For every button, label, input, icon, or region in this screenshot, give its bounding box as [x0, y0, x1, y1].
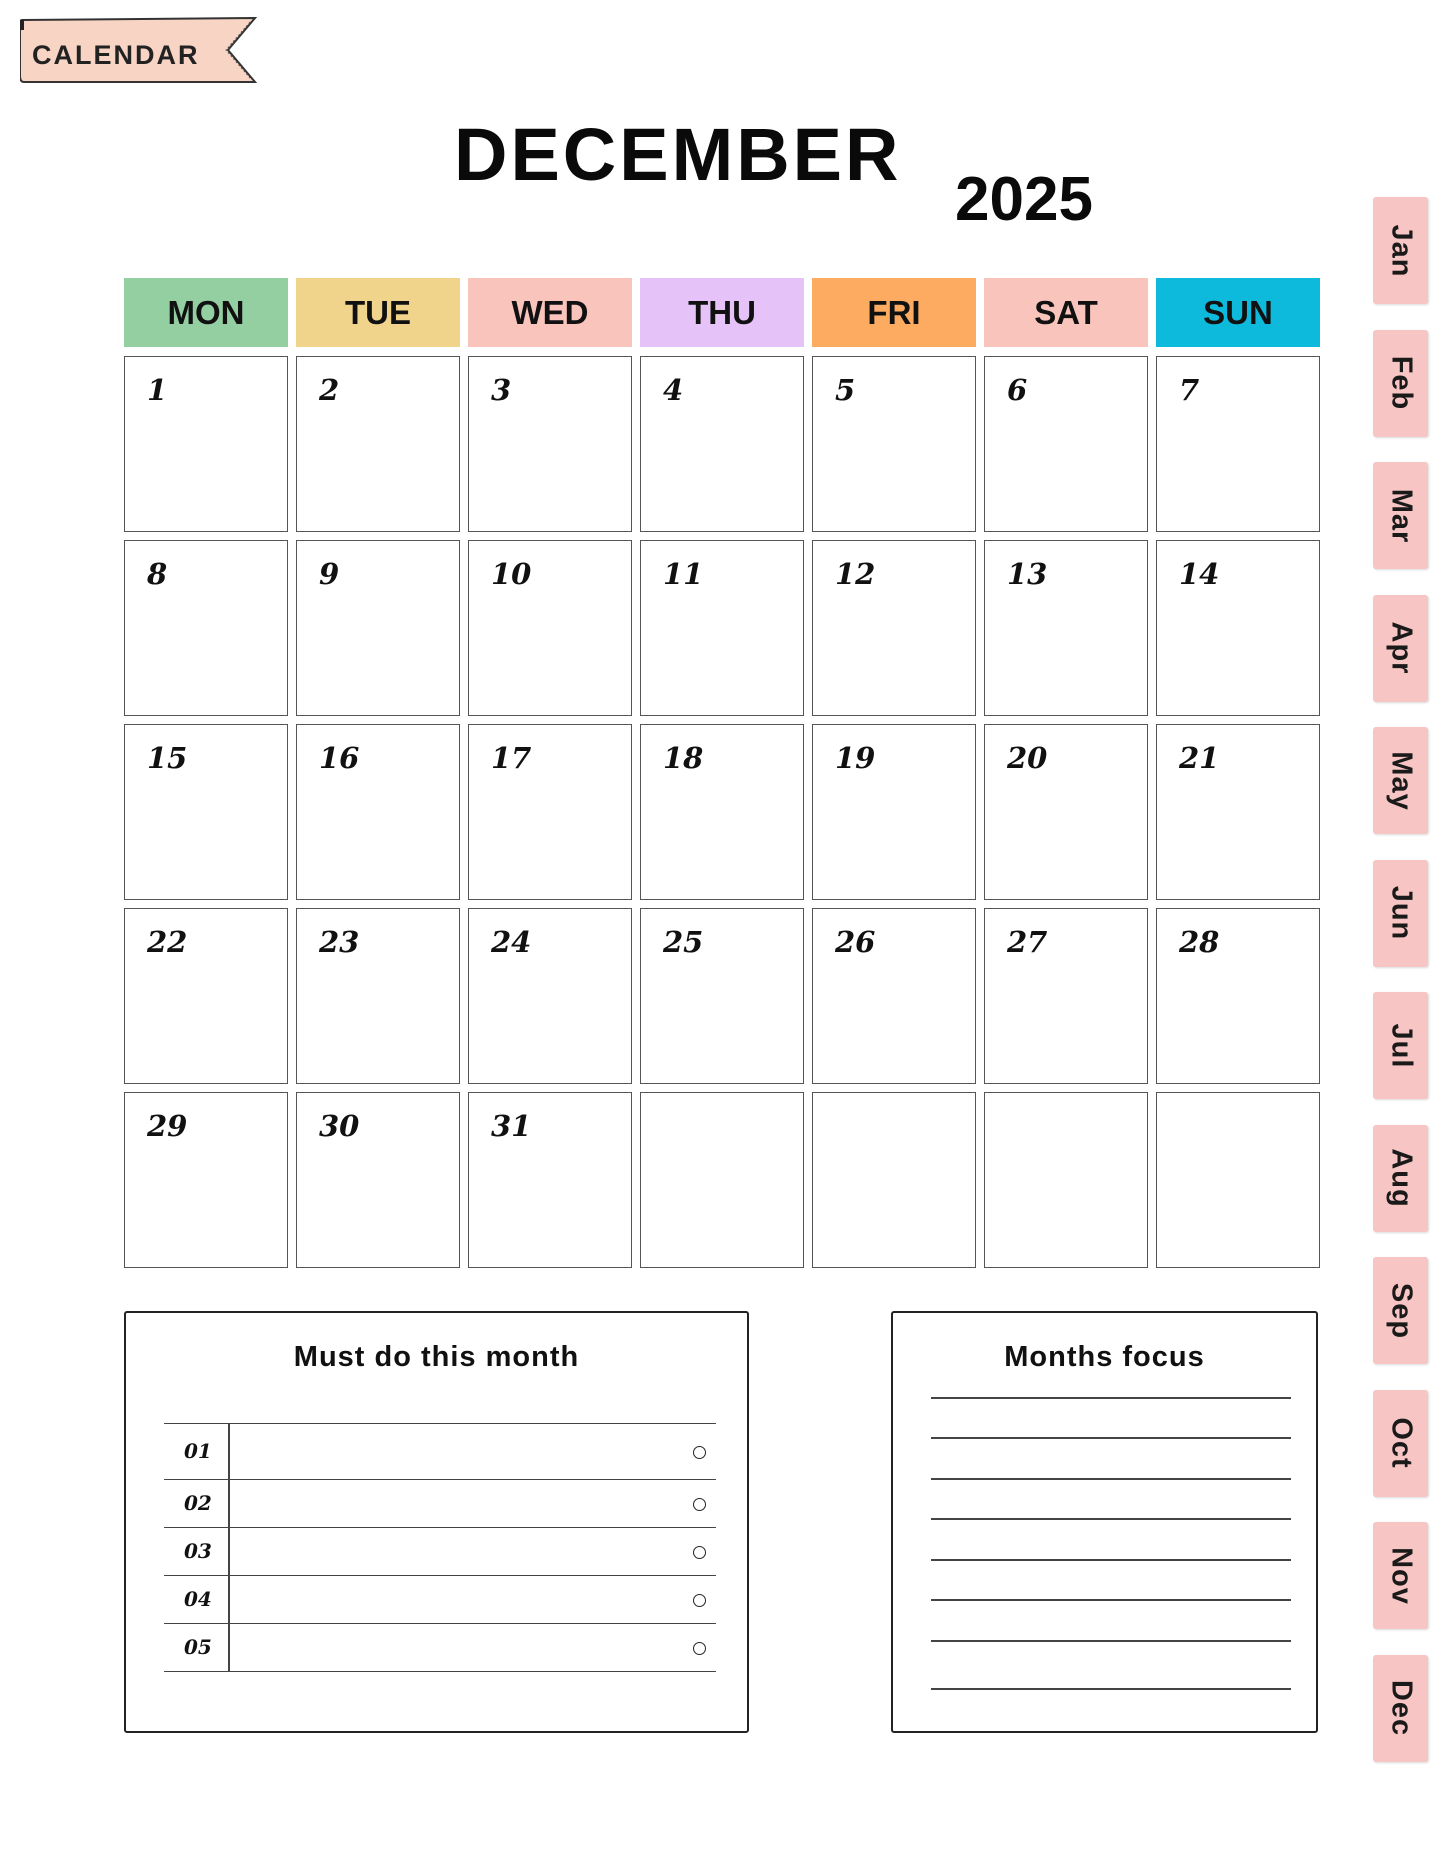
focus-writing-line[interactable] [931, 1688, 1291, 1690]
day-number: 31 [491, 1109, 532, 1143]
must-do-title: Must do this month [293, 1341, 580, 1373]
month-tab-label: Oct [1385, 1417, 1417, 1469]
day-cell[interactable] [984, 356, 1148, 532]
focus-writing-line[interactable] [931, 1397, 1291, 1399]
day-cell[interactable] [984, 724, 1148, 900]
month-tab-mar[interactable] [1373, 462, 1428, 569]
task-number: 02 [184, 1491, 212, 1515]
task-divider [228, 1528, 230, 1576]
focus-writing-line[interactable] [931, 1437, 1291, 1439]
task-number: 01 [184, 1439, 212, 1463]
task-divider [228, 1424, 230, 1480]
month-tab-aug[interactable] [1373, 1125, 1428, 1232]
day-number: 24 [491, 925, 532, 959]
task-bottom-line [164, 1671, 716, 1672]
month-tab-label: Dec [1385, 1679, 1417, 1737]
day-number: 3 [491, 373, 512, 407]
focus-writing-line[interactable] [931, 1478, 1291, 1480]
day-number: 7 [1179, 373, 1200, 407]
day-number: 18 [663, 741, 704, 775]
task-divider [228, 1480, 230, 1528]
day-cell[interactable] [1156, 356, 1320, 532]
month-title: DECEMBER [454, 113, 902, 196]
day-number: 17 [491, 741, 532, 775]
day-cell[interactable] [1156, 724, 1320, 900]
day-cell[interactable] [296, 1092, 460, 1268]
day-cell[interactable] [812, 540, 976, 716]
month-tab-label: Aug [1385, 1148, 1417, 1208]
month-tab-label: Jan [1385, 224, 1417, 277]
task-number: 05 [184, 1635, 212, 1659]
focus-writing-line[interactable] [931, 1599, 1291, 1601]
day-cell[interactable] [640, 356, 804, 532]
day-cell[interactable] [124, 908, 288, 1084]
day-number: 19 [835, 741, 876, 775]
day-number: 27 [1007, 925, 1048, 959]
month-tab-label: Jul [1385, 1023, 1417, 1068]
focus-writing-line[interactable] [931, 1640, 1291, 1642]
day-cell[interactable] [468, 908, 632, 1084]
task-divider [228, 1576, 230, 1624]
task-checkbox[interactable] [693, 1546, 706, 1559]
months-focus-title: Months focus [1004, 1341, 1205, 1373]
task-checkbox[interactable] [693, 1446, 706, 1459]
task-number: 04 [184, 1587, 212, 1611]
month-tab-label: Nov [1385, 1546, 1417, 1605]
day-cell[interactable] [640, 1092, 804, 1268]
day-cell[interactable] [296, 908, 460, 1084]
day-cell[interactable] [984, 1092, 1148, 1268]
day-cell[interactable] [1156, 1092, 1320, 1268]
day-cell[interactable] [296, 356, 460, 532]
task-divider [228, 1624, 230, 1672]
month-tab-label: Mar [1385, 488, 1417, 543]
day-number: 15 [147, 741, 188, 775]
day-number: 20 [1007, 741, 1048, 775]
day-number: 29 [147, 1109, 188, 1143]
day-number: 10 [491, 557, 532, 591]
day-cell[interactable] [1156, 540, 1320, 716]
day-cell[interactable] [296, 540, 460, 716]
weekday-header-wed: WED [468, 278, 632, 347]
month-tab-jun[interactable] [1373, 860, 1428, 967]
month-tab-label: Apr [1385, 621, 1417, 675]
day-cell[interactable] [812, 724, 976, 900]
day-cell[interactable] [812, 1092, 976, 1268]
month-tab-sep[interactable] [1373, 1257, 1428, 1364]
task-row[interactable] [164, 1623, 716, 1672]
day-cell[interactable] [984, 908, 1148, 1084]
day-cell[interactable] [640, 908, 804, 1084]
month-tab-dec[interactable] [1373, 1655, 1428, 1762]
weekday-header-sat: SAT [984, 278, 1148, 347]
weekday-header-thu: THU [640, 278, 804, 347]
day-number: 2 [319, 373, 340, 407]
task-checkbox[interactable] [693, 1498, 706, 1511]
day-cell[interactable] [1156, 908, 1320, 1084]
day-cell[interactable] [640, 540, 804, 716]
weekday-header-fri: FRI [812, 278, 976, 347]
weekday-header-mon: MON [124, 278, 288, 347]
day-cell[interactable] [468, 724, 632, 900]
day-number: 6 [1007, 373, 1028, 407]
day-number: 12 [835, 557, 876, 591]
day-number: 1 [147, 373, 168, 407]
day-cell[interactable] [468, 1092, 632, 1268]
task-row[interactable] [164, 1527, 716, 1576]
task-row[interactable] [164, 1479, 716, 1528]
day-cell[interactable] [468, 356, 632, 532]
must-do-panel [124, 1311, 749, 1733]
day-number: 11 [663, 557, 704, 591]
calendar-banner [20, 16, 272, 84]
month-tab-jan[interactable] [1373, 197, 1428, 304]
day-cell[interactable] [124, 356, 288, 532]
task-number: 03 [184, 1539, 212, 1563]
month-tab-nov[interactable] [1373, 1522, 1428, 1629]
day-cell[interactable] [984, 540, 1148, 716]
day-cell[interactable] [124, 540, 288, 716]
month-tab-label: May [1385, 750, 1417, 811]
day-cell[interactable] [640, 724, 804, 900]
day-cell[interactable] [812, 356, 976, 532]
month-tab-apr[interactable] [1373, 595, 1428, 702]
focus-writing-line[interactable] [931, 1559, 1291, 1561]
month-tab-oct[interactable] [1373, 1390, 1428, 1497]
month-tab-label: Jun [1385, 885, 1417, 941]
day-number: 22 [147, 925, 188, 959]
task-row[interactable] [164, 1423, 716, 1480]
day-cell[interactable] [812, 908, 976, 1084]
day-number: 9 [319, 557, 340, 591]
day-number: 28 [1179, 925, 1220, 959]
day-number: 14 [1179, 557, 1220, 591]
month-tab-label: Feb [1385, 355, 1417, 411]
day-cell[interactable] [468, 540, 632, 716]
months-focus-panel [891, 1311, 1318, 1733]
weekday-header-tue: TUE [296, 278, 460, 347]
day-cell[interactable] [124, 1092, 288, 1268]
day-cell[interactable] [296, 724, 460, 900]
day-cell[interactable] [124, 724, 288, 900]
day-number: 4 [663, 373, 684, 407]
day-number: 25 [663, 925, 704, 959]
banner-label: CALENDAR [32, 40, 200, 70]
day-number: 30 [319, 1109, 360, 1143]
month-tab-may[interactable] [1373, 727, 1428, 834]
day-number: 26 [835, 925, 876, 959]
task-row[interactable] [164, 1575, 716, 1624]
weekday-header-sun: SUN [1156, 278, 1320, 347]
task-checkbox[interactable] [693, 1594, 706, 1607]
month-tab-feb[interactable] [1373, 330, 1428, 437]
day-number: 8 [147, 557, 168, 591]
day-number: 21 [1179, 741, 1220, 775]
focus-writing-line[interactable] [931, 1518, 1291, 1520]
day-number: 13 [1007, 557, 1048, 591]
task-checkbox[interactable] [693, 1642, 706, 1655]
day-number: 16 [319, 741, 360, 775]
day-number: 5 [835, 373, 856, 407]
month-tab-jul[interactable] [1373, 992, 1428, 1099]
day-number: 23 [319, 925, 360, 959]
year-title: 2025 [955, 165, 1093, 234]
month-tab-label: Sep [1385, 1282, 1417, 1339]
